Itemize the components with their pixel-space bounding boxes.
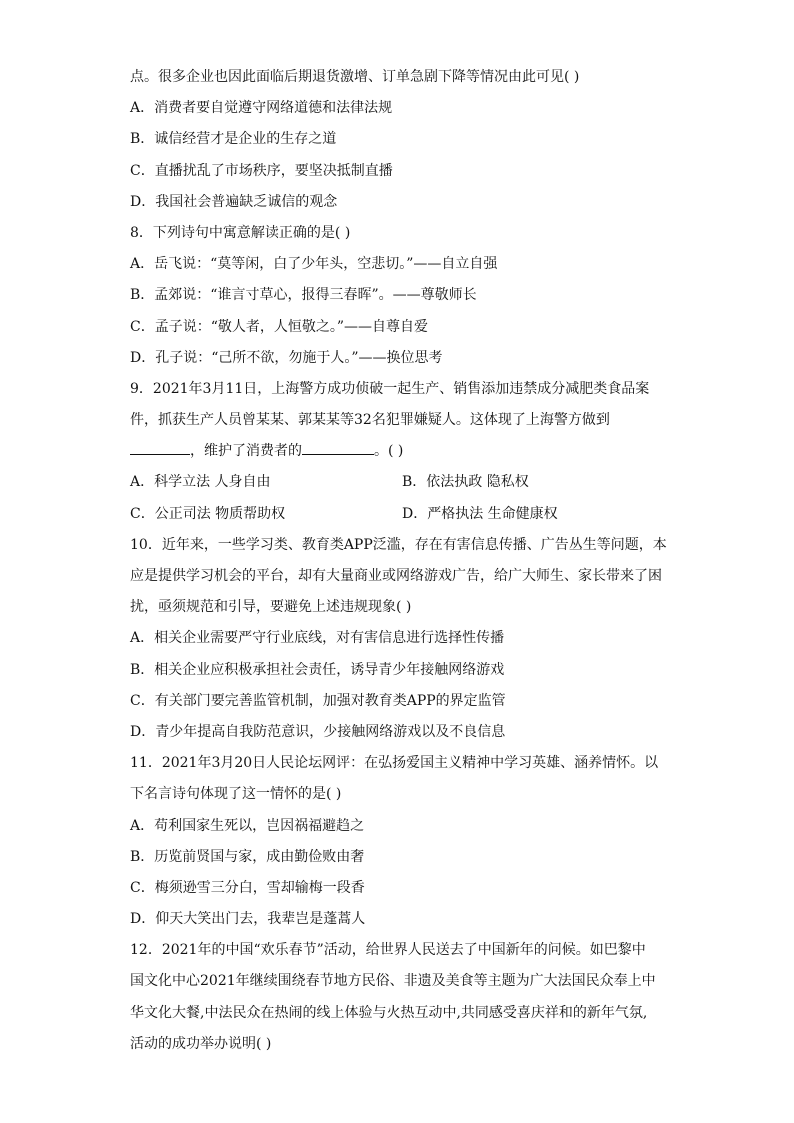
q10-option-a: A．相关企业需要严守行业底线，对有害信息进行选择性传播 bbox=[130, 630, 505, 647]
q7-option-d: D．我国社会普遍缺乏诚信的观念 bbox=[130, 193, 338, 210]
q11-option-a: A．苟利国家生死以，岂因祸福避趋之 bbox=[130, 817, 365, 834]
q11-stem-line1: 11．2021年3月20日人民论坛网评：在弘扬爱国主义精神中学习英雄、涵养情怀。以 bbox=[130, 755, 659, 772]
q9-option-b: B．依法执政 隐私权 bbox=[402, 474, 529, 491]
q11-option-d: D．仰天大笑出门去，我辈岂是蓬蒿人 bbox=[130, 911, 366, 928]
q8-option-d: D．孔子说：“己所不欲，勿施于人。”——换位思考 bbox=[130, 349, 443, 366]
q9-option-c: C．公正司法 物质帮助权 bbox=[130, 505, 286, 522]
q9-blank-1 bbox=[130, 438, 190, 455]
q11-stem-line2: 下名言诗句体现了这一情怀的是( ) bbox=[130, 786, 342, 803]
q7-option-c: C．直播扰乱了市场秩序，要坚决抵制直播 bbox=[130, 162, 393, 179]
q10-option-b: B．相关企业应积极承担社会责任，诱导青少年接触网络游戏 bbox=[130, 661, 505, 678]
q7-option-b: B．诚信经营才是企业的生存之道 bbox=[130, 131, 337, 148]
q12-stem-line2: 国文化中心2021年继续围绕春节地方民俗、非遗及美食等主题为广大法国民众奉上中 bbox=[130, 973, 656, 990]
q9-stem-end: 。( ) bbox=[374, 443, 404, 460]
q9-stem-line3 bbox=[130, 436, 674, 467]
q10-option-d: D．青少年提高自我防范意识，少接触网络游戏以及不良信息 bbox=[130, 723, 506, 740]
q11-option-b: B．历览前贤国与家，成由勤俭败由奢 bbox=[130, 848, 365, 865]
q9-option-a: A．科学立法 人身自由 bbox=[130, 474, 271, 491]
q9-blank-2 bbox=[302, 438, 374, 455]
q8-stem: 8．下列诗句中寓意解读正确的是( ) bbox=[130, 224, 351, 241]
q12-stem-line3: 华文化大餐,中法民众在热闹的线上体验与火热互动中,共同感受喜庆祥和的新年气氛, bbox=[130, 1004, 648, 1021]
q7-option-a: A．消费者要自觉遵守网络道德和法律法规 bbox=[130, 100, 393, 117]
q9-options-row1 bbox=[130, 467, 674, 498]
q10-stem-line2: 应是提供学习机会的平台，却有大量商业或网络游戏广告，给广大师生、家长带来了困 bbox=[130, 568, 662, 584]
q8-option-b: B．孟郊说：“谁言寸草心，报得三春晖”。——尊敬师长 bbox=[130, 287, 477, 304]
q9-stem-line1: 9．2021年3月11日，上海警方成功侦破一起生产、销售添加违禁成分减肥类食品案 bbox=[130, 380, 650, 397]
q10-stem-line1: 10．近年来，一些学习类、教育类APP泛滥，存在有害信息传播、广告丛生等问题，本 bbox=[130, 536, 667, 553]
q12-stem-line1: 12．2021年的中国“欢乐春节”活动，给世界人民送去了中国新年的问候。如巴黎中 bbox=[130, 942, 646, 959]
q10-option-c: C．有关部门要完善监管机制，加强对教育类APP的界定监管 bbox=[130, 692, 506, 709]
q9-option-d: D．严格执法 生命健康权 bbox=[402, 505, 558, 522]
q9-options-row2 bbox=[130, 499, 674, 530]
q9-stem-line2: 件，抓获生产人员曾某某、郭某某等32名犯罪嫌疑人。这体现了上海警方做到 bbox=[130, 412, 610, 429]
q12-stem-line4: 活动的成功举办说明( ) bbox=[130, 1035, 272, 1052]
q8-option-c: C．孟子说：“敬人者，人恒敬之。”——自尊自爱 bbox=[130, 318, 429, 335]
q8-option-a: A．岳飞说：“莫等闲，白了少年头，空悲切。”——自立自强 bbox=[130, 256, 498, 273]
q11-option-c: C．梅须逊雪三分白，雪却输梅一段香 bbox=[130, 879, 365, 896]
q9-stem-mid: ，维护了消费者的 bbox=[190, 443, 302, 460]
q10-stem-line3: 扰，亟须规范和引导，要避免上述违规现象( ) bbox=[130, 599, 412, 616]
q7-stem-tail: 点。很多企业也因此面临后期退货激增、订单急剧下降等情况由此可见( ) bbox=[130, 69, 580, 85]
